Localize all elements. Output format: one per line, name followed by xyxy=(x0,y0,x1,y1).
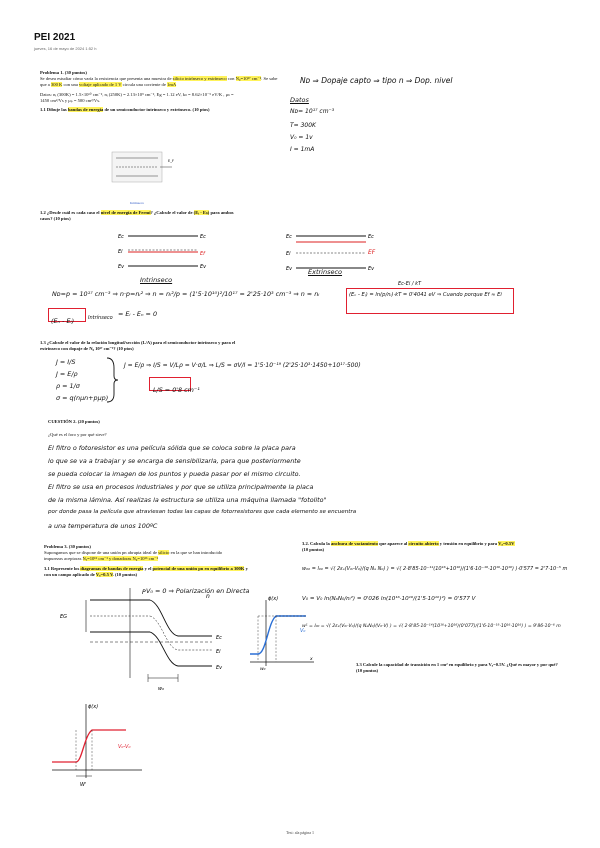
calc13-l2: J = E/ρ xyxy=(56,370,78,378)
forward-phi-label: ϕ(x) xyxy=(88,704,99,710)
question2-ans2: lo que se va a trabajar y se encarga de sensibilizarla, para que posteriormente xyxy=(48,457,301,465)
pn-band-diagram xyxy=(50,582,240,702)
calc13-l4: σ = q(nμn+pμp) xyxy=(56,394,109,402)
intrinsic-ei-label: Ei xyxy=(118,249,123,255)
note-d2: T= 300K xyxy=(290,122,316,129)
question-1-3: 1.3 ¿Calcule el valor de la relación longitud/sección (L/A) para el semiconductor intrínseco y para el extrínseco con dopaje de N₀ 10¹⁷ cm⁻³? (10 ptos) xyxy=(40,340,236,352)
note-dopant: Nᴅ ⇒ Dopaje capto ⇒ tipo n ⇒ Dop. nivel xyxy=(300,76,453,85)
potential-diagram xyxy=(236,592,320,672)
band-diagram-intrinsic xyxy=(118,228,218,280)
question2-ans5: de la misma lámina. Así realizas la estructura se utiliza una máquina llamada "fotolito" xyxy=(48,496,327,504)
pn-ec-label: Ec xyxy=(216,635,222,641)
intrinsic-ev-right: Ev xyxy=(200,264,207,270)
problem1-data: Datos: nᵢ (300K) = 1.5×10¹⁰ cm⁻³, nᵢ (250K) = 2.13×10⁹ cm⁻³, Eg = 1.12 eV, kₙ = 8.62×10⁻⁵ eV/K , μₙ = 1450 cm²/Vs y μₚ = 500 cm²/Vs. xyxy=(40,91,234,103)
pn-eg-label: EG xyxy=(60,614,68,620)
note-d3: V₀ = 1v xyxy=(290,134,313,141)
pn-w-label: w₀ xyxy=(158,686,165,692)
extrinsic-ev-right: Ev xyxy=(368,266,375,272)
question-3-3: 3.3 Calcule la capacidad de transición en 1 cm² en equilibrio y para Vₐ=0.5V. ¿Qué es mayor y por qué? (10 puntos) xyxy=(356,662,558,674)
extrinsic-ec-right: Ec xyxy=(368,234,374,240)
calc12-box-right: (Eₙ - Eᵢ) = ln(p/nᵢ)·kT = 0'4041 eV ⇒ Cuando porque Ef ≈ Ei xyxy=(346,288,514,314)
question2-ans7: a una temperatura de unos 100ºC xyxy=(48,522,158,530)
problem1-block xyxy=(40,70,280,113)
extrinsic-ef-label: EF xyxy=(368,249,376,256)
potential-vb-label: V₀ xyxy=(300,628,306,634)
note-datos: Datos xyxy=(290,96,309,104)
question2-title: CUESTIÓN 2. (20 puntos) xyxy=(48,419,100,424)
calc13-result-box: L/S = 0'8 cm⁻¹ xyxy=(149,377,191,391)
potential-w-label: w₀ xyxy=(260,667,266,672)
intrinsic-ef-label: Ef xyxy=(200,251,205,257)
note-d1: Nᴅ= 10¹⁷ cm⁻³ xyxy=(290,108,335,115)
question2-question: ¿Qué es el foro y por qué sirve? xyxy=(48,432,107,437)
page-subtitle: jueves, 16 de mayo de 2024 1:52 h xyxy=(34,46,97,51)
calc3-w2: V₀ = V₀ ln(NₐN₀/nᵢ²) = 0'026 ln(10¹⁶·10¹⁶/(1'5·10¹⁰)²) = 0'577 V xyxy=(302,596,476,602)
intrinsic-ev-label: Ev xyxy=(118,264,125,270)
page-footer: Test: ala página 1 xyxy=(285,830,315,835)
problem1-title: Problema 1. (30 puntos) xyxy=(40,70,87,75)
question-3-2: 3.2. Calcula la anchura de vaciamiento que aparece al circuito abierto y tensión en equilibrio y para Vₐ=0.5V (10 puntos) xyxy=(302,541,515,553)
calc12-box-left-sub: Intrínseco xyxy=(88,315,113,321)
brace-symbol xyxy=(104,356,120,404)
note-d4: I = 1mA xyxy=(290,146,315,153)
pn-n-label: n xyxy=(206,593,210,600)
problem1-intro: Se desea estudiar cómo varía la resistencia que presenta una muestra de silicio intrínseco y extrínseco con N₀=10¹⁷ cm⁻³. Se sabe que a 300 K con una voltaje aplicado de 1 V circula una corriente de 1mA xyxy=(40,76,278,88)
extrinsic-ec-label: Ec xyxy=(286,234,292,240)
question-1-1: 1.1 Dibuje las bandas de energía de un semiconductor intrínseco y extrínseco. (10 ptos) xyxy=(40,107,210,113)
calc12-eq-left: = Eᵢ - Eₙ = 0 xyxy=(118,310,158,318)
intrinsic-ec-label: Ec xyxy=(118,234,124,240)
question2-ans3: se pueda colocar la imagen de los puntos y pueda pasar por el mismo circuito. xyxy=(48,470,301,478)
problem3-block: Problema 3. (30 puntos) Supongamos que se dispone de una unión pn abrupta ideal de silicio en la que se han introducido impurezas aceptoras Nₐ=10¹⁶ cm⁻³ y donadoras N₀=10¹⁶ cm⁻³ 3.1 Represente los diagramas de bandas de energía y el potencial de una unión pn en equilibrio a 300K y con un campo aplicado de Vₐ=0.5 V. (10 puntos) xyxy=(44,544,248,577)
potential-diagram-forward xyxy=(46,700,146,792)
potential-x-label: x xyxy=(310,657,313,662)
question2-ans1: El filtro o fotoresistor es una película sólida que se coloca sobre la placa para xyxy=(48,444,296,452)
small-band-caption: Intrínseco xyxy=(130,201,144,205)
calc3-w3: w¹ = l₀₀ = √( 2εₛ(V₀ᵢ-V₀)/(q NₐN₀)(V₀-V) ) = √( 2·8'85·10⁻¹⁴(10¹⁶+10¹⁶)(0'077)/(1'6·10⁻¹⁹·10¹⁶·10¹⁶) ) = 9'86·10⁻⁶ m xyxy=(302,624,561,629)
pn-note: V₀ = 0 ⇒ Polarización en Directa xyxy=(146,587,250,595)
calc12-ef-label: Ec-Ei / kT xyxy=(398,281,422,287)
question2-ans6: por donde pasa la película que atraviesan todas las capas de fotorresistores que cada elemento se encuentra xyxy=(48,509,357,515)
calc13-l1: J = I/S xyxy=(56,358,76,366)
calc12-box-left: (Eₙ - Eᵢ) xyxy=(48,308,86,322)
intrinsic-caption: Intrinseco xyxy=(140,276,173,284)
intrinsic-ec-right: Ec xyxy=(200,234,206,240)
calc13-l3: ρ = 1/σ xyxy=(56,382,80,390)
extrinsic-ev-label: Ev xyxy=(286,266,293,272)
forward-w-label: W' xyxy=(80,782,87,788)
question-1-2: 1.2 ¿Desde cuál es cada caso el nivel de energía de Fermi? ¿Calcule el valor de (Eᵢ - Eₙ) para ambos casos? (10 ptos) xyxy=(40,210,234,222)
extrinsic-caption: Extrinseco xyxy=(308,268,343,276)
question2-ans4: El filtro se usa en procesos industriales y por que se utiliza principalmente la placa xyxy=(48,483,314,491)
small-band-diagram xyxy=(110,150,180,186)
calc12-line1: Nᴅ=p = 10¹⁷ cm⁻³ ⇒ n·p=nᵢ² ⇒ n = nᵢ²/p = (1'5·10¹⁰)²/10¹⁷ = 2'25·10³ cm⁻³ ⇒ n ≈ nᵢ xyxy=(52,290,320,298)
small-band-label: E_F xyxy=(168,159,174,163)
page-title: PEI 2021 xyxy=(34,32,76,43)
calc3-w1: w₀₀ = l₀₀ = √( 2εₛ(V₀ᵢ-V₀)/(q Nₐ N₀) ) = √( 2·8'85·10⁻¹⁴(10¹⁶+10¹⁶)/(1'6·10⁻¹⁹·10¹⁶·10¹⁶) )·0'577 = 2'7·10⁻⁵ m xyxy=(302,566,568,572)
forward-label: V₀-V₀ xyxy=(118,744,131,750)
pn-p-label: P xyxy=(142,589,146,596)
potential-phi-label: ϕ(x) xyxy=(268,596,279,602)
pn-ev-label: Ev xyxy=(216,665,223,671)
pn-ei-label: Ei xyxy=(216,649,221,655)
extrinsic-ei-label: Ei xyxy=(286,251,291,257)
calc13-right: J = E/ρ ⇒ I/S = V/Lρ = V·σ/L ⇒ L/S = σV/I = 1'5·10⁻¹⁹ (2'25·10³·1450+10¹⁷·500) xyxy=(124,362,361,369)
